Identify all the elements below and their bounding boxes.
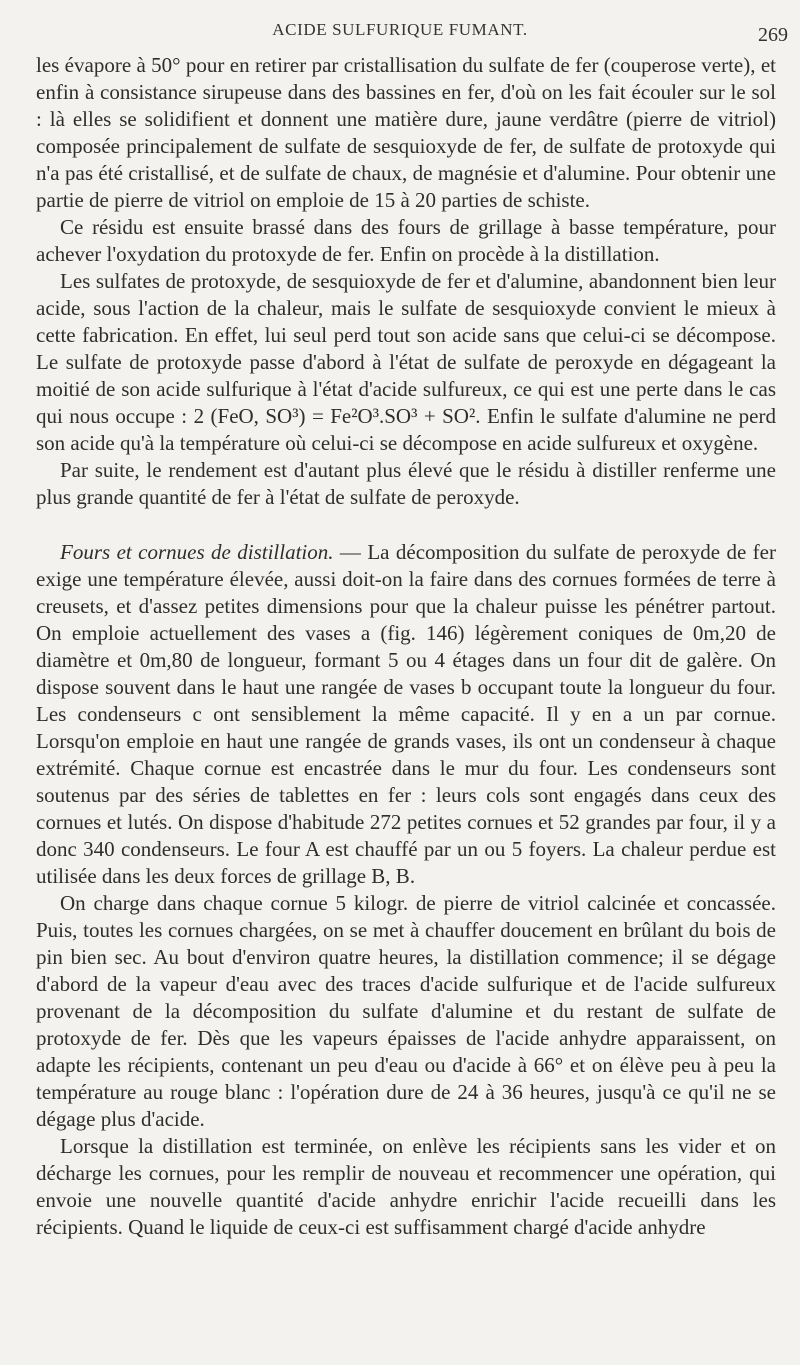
body-text <box>36 52 776 1241</box>
paragraph-1: les évapore à 50° pour en retirer par cristallisation du sulfate de fer (couperose verte), et enfin à consistance sirupeuse dans des bassines en fer, d'où on les fait écouler sur le sol : là elles se solidifient et donnent une matière dure, jaune verdâtre (pierre de vitriol) composée principalement de sulfate de sesquioxyde de fer, de sulfate de protoxyde qui n'a pas été cristallisé, et de sulfate de chaux, de magnésie et d'alumine. Pour obtenir une partie de pierre de vitriol on emploie de 15 à 20 parties de schiste. <box>36 53 776 212</box>
paragraph-3: Les sulfates de protoxyde, de sesquioxyde de fer et d'alumine, abandonnent bien leur acide, sous l'action de la chaleur, mais le sulfate de sesquioxyde convient le mieux à cette fabrication. En effet, lui seul perd tout son acide sans que celui-ci se décompose. Le sulfate de protoxyde passe d'abord à l'état de sulfate de peroxyde en dégageant la moitié de son acide sulfurique à l'état d'acide sulfureux, ce qui est une perte dans le cas qui nous occupe : 2 (FeO, SO³) = Fe²O³.SO³ + SO². Enfin le sulfate d'alumine ne perd son acide qu'à la température où celui-ci se décompose en acide sulfureux et oxygène. <box>36 269 776 455</box>
paragraph-5-text: — La décomposition du sulfate de peroxyde de fer exige une température élevée, aussi doit-on la faire dans des cornues formées de terre à creusets, et d'assez petites dimensions pour que la chaleur puisse les pénétrer partout. On emploie actuellement des vases a (fig. 146) légèrement coniques de 0m,20 de diamètre et 0m,80 de longueur, formant 5 ou 4 étages dans un four dit de galère. On dispose souvent dans le haut une rangée de vases b occupant toute la longueur du four. Les condenseurs c ont sensiblement la même capacité. Il y en a un par cornue. Lorsqu'on emploie en haut une rangée de grands vases, ils ont un condenseur à chaque extrémité. Chaque cornue est encastrée dans le mur du four. Les condenseurs sont soutenus par des séries de tablettes en fer : leurs cols sont engagés dans ceux des cornues et lutés. On dispose d'habitude 272 petites cornues et 52 grandes par four, il y a donc 340 condenseurs. Le four A est chauffé par un ou 5 foyers. La chaleur perdue est utilisée dans les deux forces de grillage B, B. <box>36 540 776 888</box>
running-head: ACIDE SULFURIQUE FUMANT. <box>272 20 528 39</box>
paragraph-5 <box>36 539 776 890</box>
paragraph-7: Lorsque la distillation est terminée, on enlève les récipients sans les vider et on décharge les cornues, pour les remplir de nouveau et recommencer une opération, qui envoie une nouvelle quantité d'acide anhydre enrichir l'acide recueilli dans les récipients. Quand le liquide de ceux-ci est suffisamment chargé d'acide anhydre <box>36 1134 776 1239</box>
page-number: 269 <box>758 24 788 46</box>
section-heading: Fours et cornues de distillation. <box>60 540 334 564</box>
page-header <box>0 20 800 50</box>
paragraph-2: Ce résidu est ensuite brassé dans des fours de grillage à basse température, pour achever l'oxydation du protoxyde de fer. Enfin on procède à la distillation. <box>36 215 776 266</box>
section-gap <box>36 511 776 539</box>
paragraph-6: On charge dans chaque cornue 5 kilogr. de pierre de vitriol calcinée et concassée. Puis, toutes les cornues chargées, on se met à chauffer doucement en brûlant du bois de pin bien sec. Au bout d'environ quatre heures, la distillation commence; il se dégage d'abord de la vapeur d'eau avec des traces d'acide sulfurique et de l'acide sulfureux provenant de la décomposition du sulfate d'alumine et du restant de sulfate de protoxyde de fer. Dès que les vapeurs épaisses de l'acide anhydre apparaissent, on adapte les récipients, contenant un peu d'eau ou d'acide à 66° et on élève peu à peu la température au rouge blanc : l'opération dure de 24 à 36 heures, jusqu'à ce qu'il ne se dégage plus d'acide. <box>36 891 776 1131</box>
paragraph-4: Par suite, le rendement est d'autant plus élevé que le résidu à distiller renferme une plus grande quantité de fer à l'état de sulfate de peroxyde. <box>36 458 776 509</box>
